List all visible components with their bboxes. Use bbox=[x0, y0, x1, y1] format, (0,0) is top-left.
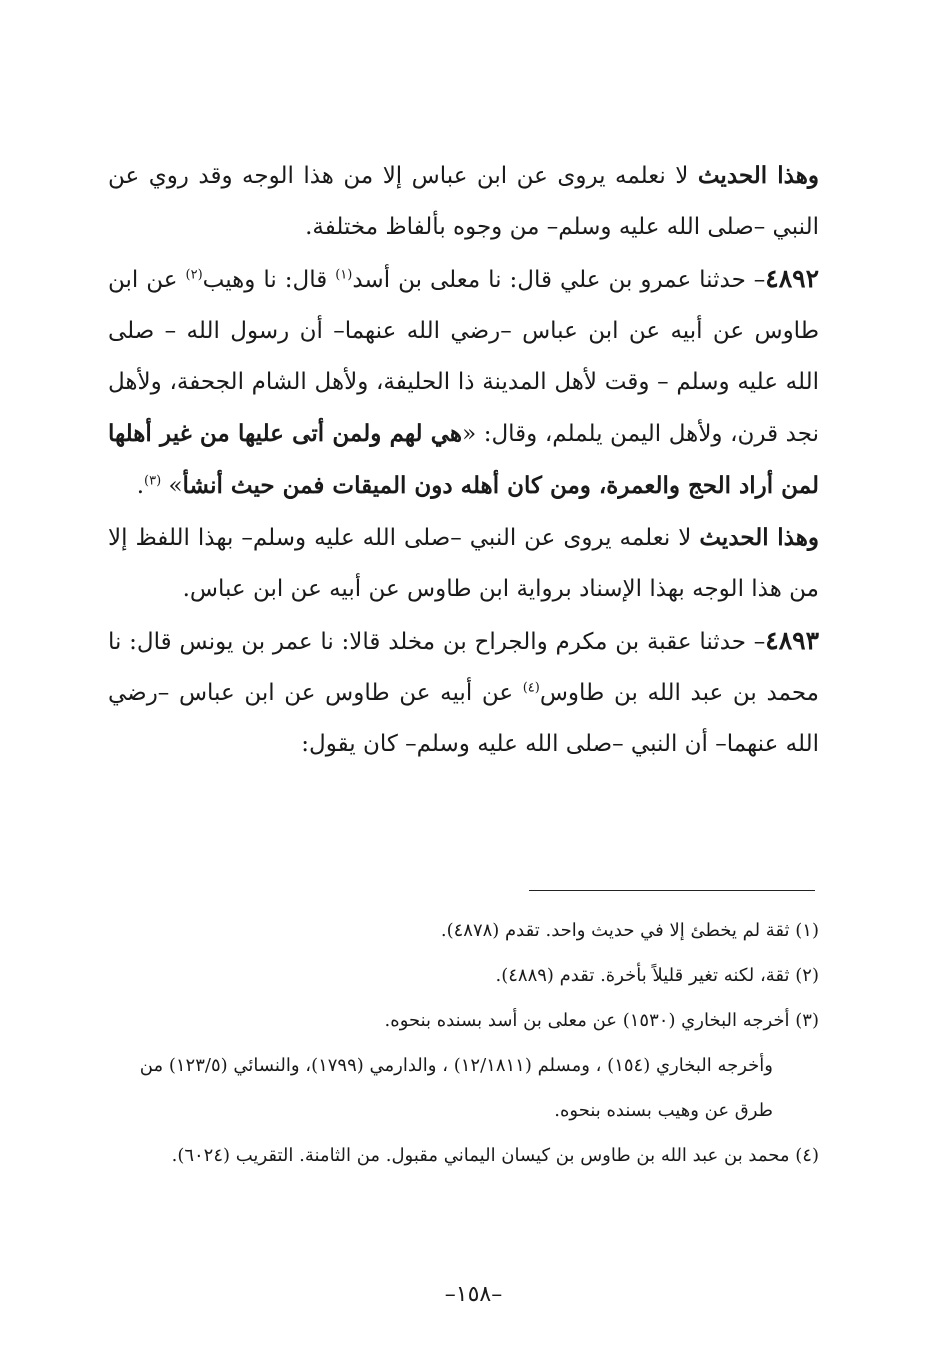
bold-lead: وهذا الحديث bbox=[699, 524, 819, 551]
footnote-ref-1: (١) bbox=[335, 267, 353, 283]
footnotes bbox=[108, 908, 819, 1178]
footnote-ref-2: (٢) bbox=[185, 267, 203, 283]
footnote-ref-3: (٣) bbox=[144, 473, 162, 489]
footnote-4: (٤) محمد بن عبد الله بن طاوس بن كيسان اليماني مقبول. من الثامنة. التقريب (٦٠٢٤). bbox=[171, 1145, 819, 1166]
hadith-text: – حدثنا عقبة بن مكرم والجراح بن مخلد قالا: نا عمر بن يونس قال: نا محمد بن عبد الله بن طاوس bbox=[108, 629, 819, 706]
hadith-4893 bbox=[108, 615, 819, 770]
hadith-text: – حدثنا عمرو بن علي قال: نا معلى بن أسد bbox=[352, 267, 766, 293]
hadith-number: ٤٨٩٣ bbox=[765, 626, 819, 655]
footnote-divider bbox=[529, 890, 815, 891]
hadith-text: . bbox=[136, 473, 145, 499]
hadith-text: عن أبيه عن طاوس عن ابن عباس –رضي الله عنهما– أن النبي –صلى الله عليه وسلم– كان يقول: bbox=[108, 680, 819, 757]
paragraph-commentary-1 bbox=[108, 150, 819, 253]
bold-lead: وهذا الحديث bbox=[697, 162, 819, 189]
footnote-2: (٢) ثقة، لكنه تغير قليلاً بأخرة. تقدم (٤٨٨٩). bbox=[495, 965, 819, 986]
paragraph-text: لا نعلمه يروى عن النبي –صلى الله عليه وسلم– بهذا اللفظ إلا من هذا الوجه بهذا الإسناد برواية ابن طاوس عن أبيه عن ابن عباس. bbox=[108, 525, 819, 602]
footnote-ref-4: (٤) bbox=[522, 680, 540, 696]
footnote-3-continued: وأخرجه البخاري (١٥٤) ، ومسلم (١٢/١٨١١) ، والدارمي (١٧٩٩)، والنسائي (١٢٣/٥) من طرق عن وهيب بسنده بنحوه. bbox=[139, 1055, 773, 1121]
hadith-number: ٤٨٩٢ bbox=[765, 264, 819, 293]
hadith-text: قال: نا وهيب bbox=[202, 267, 336, 293]
main-text bbox=[108, 150, 819, 770]
hadith-text: عن ابن طاوس عن أبيه عن ابن عباس –رضي الله عنهما– أن رسول الله – صلى الله عليه وسلم – وقت لأهل المدينة ذا الحليفة، ولأهل الشام الجحفة، ولأهل نجد قرن، ولأهل اليمن يلملم، وقال: « bbox=[108, 267, 819, 447]
footnote-3: (٣) أخرجه البخاري (١٥٣٠) عن معلى بن أسد بسنده بنحوه. bbox=[384, 1010, 819, 1031]
paragraph-text: لا نعلمه يروى عن ابن عباس إلا من هذا الوجه وقد روي عن النبي –صلى الله عليه وسلم– من وجوه بألفاظ مختلفة. bbox=[108, 163, 819, 240]
prophetic-quote: هي لهم ولمن أتى عليها من غير أهلها لمن أراد الحج والعمرة، ومن كان أهله دون الميقات فمن حيث أنشأ bbox=[108, 420, 819, 499]
hadith-4892 bbox=[108, 253, 819, 512]
page-number: –١٥٨– bbox=[444, 1282, 503, 1307]
hadith-text: » bbox=[161, 473, 183, 499]
paragraph-commentary-2 bbox=[108, 512, 819, 615]
footnote-1: (١) ثقة لم يخطئ إلا في حديث واحد. تقدم (٤٨٧٨). bbox=[440, 920, 819, 941]
